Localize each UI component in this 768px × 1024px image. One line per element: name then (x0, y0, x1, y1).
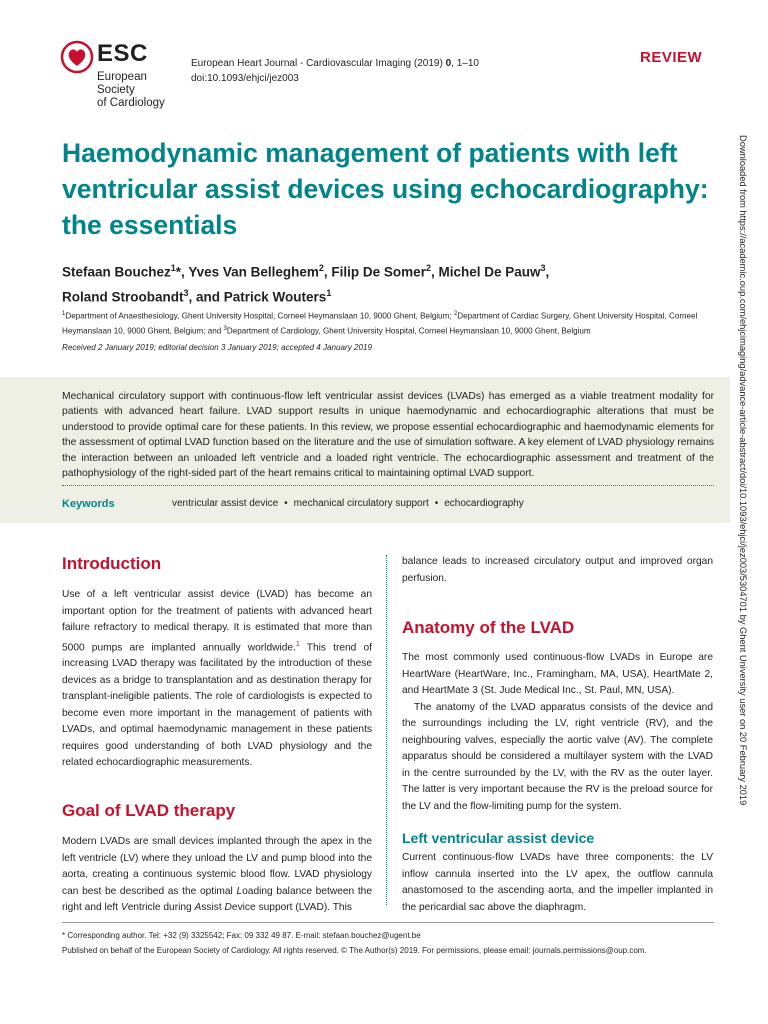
reference-link[interactable]: 1 (295, 640, 300, 648)
download-watermark: Downloaded from https://academic.oup.com/ehjcimaging/advance-article-abstract/doi/10.1093/ehjci/jez003/5304701 by Ghent University user on 20 February 2019 (738, 135, 748, 806)
logo-society-name: European Society of Cardiology (97, 71, 165, 109)
keywords-label: Keywords (62, 498, 115, 510)
article-type-label: REVIEW (640, 49, 703, 66)
subsection-heading-lvad: Left ventricular assist device (402, 830, 595, 846)
doi: doi:10.1093/ehjci/jez003 (191, 73, 299, 84)
keywords-list (172, 498, 524, 509)
keyword: mechanical circulatory support (293, 498, 429, 509)
logo-abbreviation: ESC (97, 40, 148, 67)
abstract-divider (62, 485, 714, 486)
article-title: Haemodynamic management of patients with left ventricular assist devices using echocardiography: the essentials (62, 138, 709, 240)
continued-text: balance leads to increased circulatory output and improved organ perfusion. (402, 556, 713, 584)
abstract-text: Mechanical circulatory support with continuous-flow left ventricular assist devices (LVADs) has emerged as a viable treatment modality for patients with advanced heart failure. LVAD support results in unique haemodynamic and echocardiographic alterations that must be understood to provide optimal care for these patients. In this review, we propose essential echocardiographic and haemodynamic elements for the assessment of optimal LVAD function based on the literature and the use of simulation software. A key element of LVAD physiology remains the interaction between an unloaded left ventricle and a loaded right ventricle. The echocardiographic assessment and treatment of the pathophysiology of the right-sided part of the heart remains critical to maintaining optimal LVAD support. (62, 391, 714, 480)
goal-text: Modern LVADs are small devices implanted through the apex in the left ventricle (LV) where they unload the LV and pump blood into the aorta, creating a continuous systemic blood flow. LVAD physiology can best be described as the optimal Loading balance between the right and left Ventricle during Assist Device support (LVAD). This (62, 836, 372, 913)
publisher-note: Published on behalf of the European Society of Cardiology. All rights reserved. © The Author(s) 2019. For permissions, please email: journals.permissions@oup.com. (62, 946, 647, 955)
introduction-text: Use of a left ventricular assist device (LVAD) has become an important option for the treatment of patients with advanced heart failure refractory to medical therapy. It is estimated that more than 5000 pumps are implanted annually worldwide.$^1$ This trend of increasing LVAD therapy was facilitated by the introduction of these devices as a bridge to transplantation and as destination therapy for transplant-ineligible patients. The role of cardiologists is expected to become even more important in the management of patients with LVADs, and optimal haemodynamic management in these patients requires good understanding of both LVAD physiology and the related echocardiographic measurements. (62, 589, 372, 769)
column-divider (386, 555, 387, 905)
received-dates: Received 2 January 2019; editorial decision 3 January 2019; accepted 4 January 2019 (62, 343, 373, 352)
keyword: ventricular assist device (172, 498, 279, 509)
journal-citation: European Heart Journal - Cardiovascular Imaging (2019) 0, 1–10 doi:10.1093/ehjci/jez003 (191, 58, 479, 84)
lvad-text: Current continuous-flow LVADs have three components: the LV inflow cannula inserted into the LV apex, the outflow cannula anastomosed to the ascending aorta, and the impeller implanted in the pericardial sac above the diaphragm. (402, 852, 713, 913)
heart-logo-icon (60, 40, 94, 74)
section-heading-introduction: Introduction (62, 554, 162, 573)
footnote-rule (62, 922, 714, 923)
author-list: Stefaan Bouchez$^1$*, Yves Van Belleghem$^2$, Filip De Somer$^2$, Michel De Pauw$^3$, Roland Stroobandt$^3$, and Patrick Wouters$^1$ (62, 263, 550, 304)
bullet-icon: • (284, 498, 288, 509)
section-heading-goal: Goal of LVAD therapy (62, 801, 236, 820)
anatomy-text: The most commonly used continuous-flow LVADs in Europe are HeartWare (HeartWare, Inc., Framingham, MA, USA), HeartMate 2, and HeartMate 3 (St. Jude Medical Inc., St. Paul, MN, USA). The anatomy of the LVAD apparatus consists of the device and the surroundings including the LV, right ventricle (RV), and the neighbouring valves, especially the aortic valve (AV). The complete apparatus should be considered a multilayer system with the LVAD in the centre surrounded by the LV, with the RV as the outer layer. The latter is very important because the RV is the preload source for the LV and the flow-limiting pump for the system. (402, 652, 713, 812)
affiliations: $^1$Department of Anaesthesiology, Ghent University Hospital, Corneel Heymanslaan 10, 9000 Ghent, Belgium; $^2$Department of Cardiac Surgery, Ghent University Hospital, Corneel Heymanslaan 10, 9000 Ghent, Belgium; and $^3$Department of Cardiology, Ghent University Hospital, Corneel Heymanslaan 10, 9000 Ghent, Belgium (62, 311, 698, 336)
keyword: echocardiography (444, 498, 524, 509)
footnotes (62, 928, 647, 958)
bullet-icon: • (434, 498, 439, 509)
section-heading-anatomy: Anatomy of the LVAD (402, 618, 575, 637)
corresponding-author: * Corresponding author. Tel: +32 (9) 3325542; Fax: 09 332 49 87. E-mail: stefaan.bouchez@ugent.be (62, 931, 421, 940)
esc-logo (60, 38, 180, 109)
